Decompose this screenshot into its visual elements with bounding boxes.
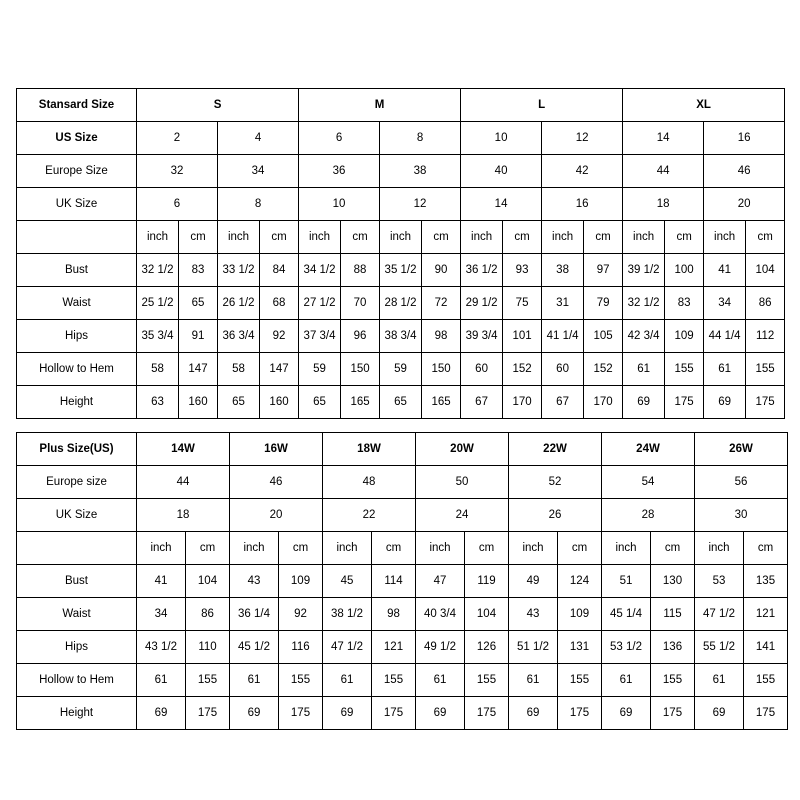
cell: 155 — [746, 353, 785, 386]
cell: 49 1/2 — [416, 631, 465, 664]
cell: 39 3/4 — [461, 320, 503, 353]
cell: 24 — [416, 499, 509, 532]
cell: 31 — [542, 287, 584, 320]
unit-cell: cm — [422, 221, 461, 254]
cell: 101 — [503, 320, 542, 353]
cell: 126 — [465, 631, 509, 664]
row-label-europe-size: Europe size — [17, 466, 137, 499]
cell: 104 — [746, 254, 785, 287]
cell: 44 1/4 — [704, 320, 746, 353]
cell: 40 — [461, 155, 542, 188]
row-label-height: Height — [17, 386, 137, 419]
unit-cell: cm — [186, 532, 230, 565]
cell: 44 — [137, 466, 230, 499]
cell: 4 — [218, 122, 299, 155]
cell: 45 1/2 — [230, 631, 279, 664]
cell: 135 — [744, 565, 788, 598]
cell: 69 — [416, 697, 465, 730]
cell: 105 — [584, 320, 623, 353]
row-label-uk-size: UK Size — [17, 499, 137, 532]
cell: 61 — [695, 664, 744, 697]
cell: 152 — [503, 353, 542, 386]
cell: 16 — [704, 122, 785, 155]
plus-header-label: Plus Size(US) — [17, 433, 137, 466]
table-row — [17, 122, 785, 155]
cell: 48 — [323, 466, 416, 499]
table-row — [17, 155, 785, 188]
table-row — [17, 353, 785, 386]
cell: 88 — [341, 254, 380, 287]
cell: 26 — [509, 499, 602, 532]
table-row — [17, 598, 788, 631]
cell: 38 — [380, 155, 461, 188]
cell: 147 — [179, 353, 218, 386]
cell: 155 — [651, 664, 695, 697]
cell: 60 — [542, 353, 584, 386]
cell: 38 1/2 — [323, 598, 372, 631]
unit-cell: inch — [623, 221, 665, 254]
table-row — [17, 565, 788, 598]
unit-cell: cm — [584, 221, 623, 254]
cell: 65 — [218, 386, 260, 419]
cell: 16 — [542, 188, 623, 221]
cell: 116 — [279, 631, 323, 664]
cell: 30 — [695, 499, 788, 532]
cell: 96 — [341, 320, 380, 353]
cell: 46 — [230, 466, 323, 499]
plus-size-22w: 22W — [509, 433, 602, 466]
cell: 165 — [341, 386, 380, 419]
cell: 50 — [416, 466, 509, 499]
unit-cell: inch — [137, 532, 186, 565]
unit-cell: inch — [137, 221, 179, 254]
plus-size-18w: 18W — [323, 433, 416, 466]
unit-cell: inch — [218, 221, 260, 254]
unit-cell: inch — [323, 532, 372, 565]
plus-size-20w: 20W — [416, 433, 509, 466]
row-label-uk-size: UK Size — [17, 188, 137, 221]
cell: 61 — [623, 353, 665, 386]
cell: 59 — [380, 353, 422, 386]
unit-cell: cm — [372, 532, 416, 565]
cell: 58 — [218, 353, 260, 386]
letter-size-l: L — [461, 89, 623, 122]
cell: 43 — [230, 565, 279, 598]
unit-cell: cm — [279, 532, 323, 565]
cell: 61 — [323, 664, 372, 697]
cell: 28 1/2 — [380, 287, 422, 320]
unit-cell: inch — [380, 221, 422, 254]
plus-size-14w: 14W — [137, 433, 230, 466]
table-row — [17, 433, 788, 466]
cell: 119 — [465, 565, 509, 598]
cell: 92 — [279, 598, 323, 631]
table-row — [17, 320, 785, 353]
letter-size-m: M — [299, 89, 461, 122]
cell: 43 1/2 — [137, 631, 186, 664]
cell: 86 — [746, 287, 785, 320]
cell: 69 — [623, 386, 665, 419]
cell: 175 — [744, 697, 788, 730]
cell: 53 — [695, 565, 744, 598]
cell: 34 — [137, 598, 186, 631]
cell: 175 — [665, 386, 704, 419]
cell: 109 — [558, 598, 602, 631]
cell: 47 1/2 — [695, 598, 744, 631]
unit-cell: inch — [416, 532, 465, 565]
cell: 67 — [542, 386, 584, 419]
cell: 155 — [372, 664, 416, 697]
cell: 63 — [137, 386, 179, 419]
unit-cell: cm — [744, 532, 788, 565]
cell: 141 — [744, 631, 788, 664]
cell: 70 — [341, 287, 380, 320]
cell: 49 — [509, 565, 558, 598]
letter-size-s: S — [137, 89, 299, 122]
cell: 12 — [380, 188, 461, 221]
cell: 36 1/4 — [230, 598, 279, 631]
cell: 36 — [299, 155, 380, 188]
cell: 38 — [542, 254, 584, 287]
cell: 109 — [279, 565, 323, 598]
cell: 98 — [372, 598, 416, 631]
cell: 27 1/2 — [299, 287, 341, 320]
unit-cell: cm — [465, 532, 509, 565]
table-row — [17, 631, 788, 664]
cell: 36 3/4 — [218, 320, 260, 353]
cell: 65 — [179, 287, 218, 320]
cell: 155 — [665, 353, 704, 386]
standard-size-table — [16, 88, 785, 419]
unit-cell: inch — [704, 221, 746, 254]
cell: 61 — [137, 664, 186, 697]
cell: 56 — [695, 466, 788, 499]
cell: 44 — [623, 155, 704, 188]
cell: 91 — [179, 320, 218, 353]
cell: 52 — [509, 466, 602, 499]
cell: 155 — [558, 664, 602, 697]
cell: 54 — [602, 466, 695, 499]
cell: 175 — [372, 697, 416, 730]
table-row-units — [17, 532, 788, 565]
cell: 40 3/4 — [416, 598, 465, 631]
cell: 170 — [503, 386, 542, 419]
cell: 10 — [299, 188, 380, 221]
table-row — [17, 89, 785, 122]
cell: 69 — [704, 386, 746, 419]
cell: 14 — [623, 122, 704, 155]
standard-header-label: Stansard Size — [17, 89, 137, 122]
cell: 35 1/2 — [380, 254, 422, 287]
cell: 6 — [137, 188, 218, 221]
cell: 124 — [558, 565, 602, 598]
row-label-hollow-to-hem: Hollow to Hem — [17, 353, 137, 386]
cell: 65 — [380, 386, 422, 419]
unit-cell: inch — [542, 221, 584, 254]
cell: 104 — [186, 565, 230, 598]
cell: 39 1/2 — [623, 254, 665, 287]
cell: 69 — [137, 697, 186, 730]
cell: 160 — [179, 386, 218, 419]
table-row — [17, 254, 785, 287]
row-label-us-size: US Size — [17, 122, 137, 155]
cell: 34 — [218, 155, 299, 188]
cell: 92 — [260, 320, 299, 353]
table-row — [17, 466, 788, 499]
cell: 32 — [137, 155, 218, 188]
unit-cell: inch — [299, 221, 341, 254]
cell: 90 — [422, 254, 461, 287]
cell: 45 — [323, 565, 372, 598]
cell: 115 — [651, 598, 695, 631]
cell: 34 1/2 — [299, 254, 341, 287]
table-row — [17, 664, 788, 697]
cell: 68 — [260, 287, 299, 320]
cell: 175 — [465, 697, 509, 730]
plus-size-table — [16, 432, 788, 730]
plus-size-24w: 24W — [602, 433, 695, 466]
cell: 69 — [602, 697, 651, 730]
table-row — [17, 697, 788, 730]
cell: 79 — [584, 287, 623, 320]
cell: 14 — [461, 188, 542, 221]
row-label-hips: Hips — [17, 631, 137, 664]
cell: 61 — [602, 664, 651, 697]
cell: 100 — [665, 254, 704, 287]
cell: 83 — [665, 287, 704, 320]
cell: 114 — [372, 565, 416, 598]
row-label-waist: Waist — [17, 598, 137, 631]
cell: 61 — [416, 664, 465, 697]
cell: 37 3/4 — [299, 320, 341, 353]
cell: 35 3/4 — [137, 320, 179, 353]
cell: 42 3/4 — [623, 320, 665, 353]
cell: 28 — [602, 499, 695, 532]
cell: 109 — [665, 320, 704, 353]
cell: 175 — [746, 386, 785, 419]
table-row-units — [17, 221, 785, 254]
unit-cell: inch — [695, 532, 744, 565]
cell: 25 1/2 — [137, 287, 179, 320]
unit-cell: cm — [746, 221, 785, 254]
cell: 41 — [137, 565, 186, 598]
cell: 60 — [461, 353, 503, 386]
cell: 41 1/4 — [542, 320, 584, 353]
unit-cell: cm — [341, 221, 380, 254]
cell: 8 — [218, 188, 299, 221]
cell: 47 — [416, 565, 465, 598]
cell: 175 — [651, 697, 695, 730]
row-label-waist: Waist — [17, 287, 137, 320]
cell: 61 — [230, 664, 279, 697]
row-label-bust: Bust — [17, 254, 137, 287]
cell: 12 — [542, 122, 623, 155]
cell: 136 — [651, 631, 695, 664]
cell: 46 — [704, 155, 785, 188]
cell: 69 — [323, 697, 372, 730]
row-label-hips: Hips — [17, 320, 137, 353]
cell: 170 — [584, 386, 623, 419]
unit-cell: inch — [509, 532, 558, 565]
cell: 150 — [341, 353, 380, 386]
cell: 55 1/2 — [695, 631, 744, 664]
cell: 51 1/2 — [509, 631, 558, 664]
cell: 69 — [695, 697, 744, 730]
cell: 10 — [461, 122, 542, 155]
cell: 155 — [465, 664, 509, 697]
cell: 131 — [558, 631, 602, 664]
cell: 110 — [186, 631, 230, 664]
cell: 53 1/2 — [602, 631, 651, 664]
table-row — [17, 386, 785, 419]
cell: 155 — [186, 664, 230, 697]
cell: 38 3/4 — [380, 320, 422, 353]
table-row — [17, 188, 785, 221]
cell: 18 — [137, 499, 230, 532]
row-label-height: Height — [17, 697, 137, 730]
unit-cell: inch — [230, 532, 279, 565]
letter-size-xl: XL — [623, 89, 785, 122]
row-label-europe-size: Europe Size — [17, 155, 137, 188]
row-label-hollow-to-hem: Hollow to Hem — [17, 664, 137, 697]
cell: 61 — [509, 664, 558, 697]
cell: 51 — [602, 565, 651, 598]
cell: 175 — [186, 697, 230, 730]
unit-cell: cm — [665, 221, 704, 254]
plus-size-26w: 26W — [695, 433, 788, 466]
cell: 152 — [584, 353, 623, 386]
cell: 84 — [260, 254, 299, 287]
cell: 175 — [279, 697, 323, 730]
cell: 2 — [137, 122, 218, 155]
cell: 29 1/2 — [461, 287, 503, 320]
cell: 104 — [465, 598, 509, 631]
cell: 97 — [584, 254, 623, 287]
standard-size-table-wrap — [16, 88, 784, 419]
cell: 33 1/2 — [218, 254, 260, 287]
cell: 69 — [230, 697, 279, 730]
cell: 121 — [372, 631, 416, 664]
cell: 36 1/2 — [461, 254, 503, 287]
unit-cell: inch — [602, 532, 651, 565]
cell: 65 — [299, 386, 341, 419]
cell: 43 — [509, 598, 558, 631]
table-row — [17, 499, 788, 532]
cell: 69 — [509, 697, 558, 730]
unit-cell: cm — [260, 221, 299, 254]
unit-cell: cm — [503, 221, 542, 254]
cell: 147 — [260, 353, 299, 386]
cell: 34 — [704, 287, 746, 320]
cell: 98 — [422, 320, 461, 353]
cell: 155 — [744, 664, 788, 697]
cell: 41 — [704, 254, 746, 287]
cell: 130 — [651, 565, 695, 598]
cell: 32 1/2 — [137, 254, 179, 287]
cell: 20 — [230, 499, 323, 532]
cell: 26 1/2 — [218, 287, 260, 320]
cell: 93 — [503, 254, 542, 287]
unit-cell: inch — [461, 221, 503, 254]
unit-cell: cm — [179, 221, 218, 254]
cell: 8 — [380, 122, 461, 155]
cell: 42 — [542, 155, 623, 188]
cell: 121 — [744, 598, 788, 631]
cell: 83 — [179, 254, 218, 287]
plus-size-table-wrap — [16, 432, 784, 730]
cell: 150 — [422, 353, 461, 386]
unit-cell: cm — [651, 532, 695, 565]
unit-cell: cm — [558, 532, 602, 565]
cell: 75 — [503, 287, 542, 320]
cell: 32 1/2 — [623, 287, 665, 320]
unit-row-blank — [17, 532, 137, 565]
cell: 155 — [279, 664, 323, 697]
unit-row-blank — [17, 221, 137, 254]
cell: 165 — [422, 386, 461, 419]
cell: 175 — [558, 697, 602, 730]
cell: 112 — [746, 320, 785, 353]
cell: 59 — [299, 353, 341, 386]
cell: 6 — [299, 122, 380, 155]
table-row — [17, 287, 785, 320]
cell: 47 1/2 — [323, 631, 372, 664]
cell: 45 1/4 — [602, 598, 651, 631]
cell: 18 — [623, 188, 704, 221]
cell: 61 — [704, 353, 746, 386]
cell: 160 — [260, 386, 299, 419]
cell: 72 — [422, 287, 461, 320]
plus-size-16w: 16W — [230, 433, 323, 466]
cell: 20 — [704, 188, 785, 221]
cell: 67 — [461, 386, 503, 419]
row-label-bust: Bust — [17, 565, 137, 598]
cell: 86 — [186, 598, 230, 631]
cell: 22 — [323, 499, 416, 532]
cell: 58 — [137, 353, 179, 386]
